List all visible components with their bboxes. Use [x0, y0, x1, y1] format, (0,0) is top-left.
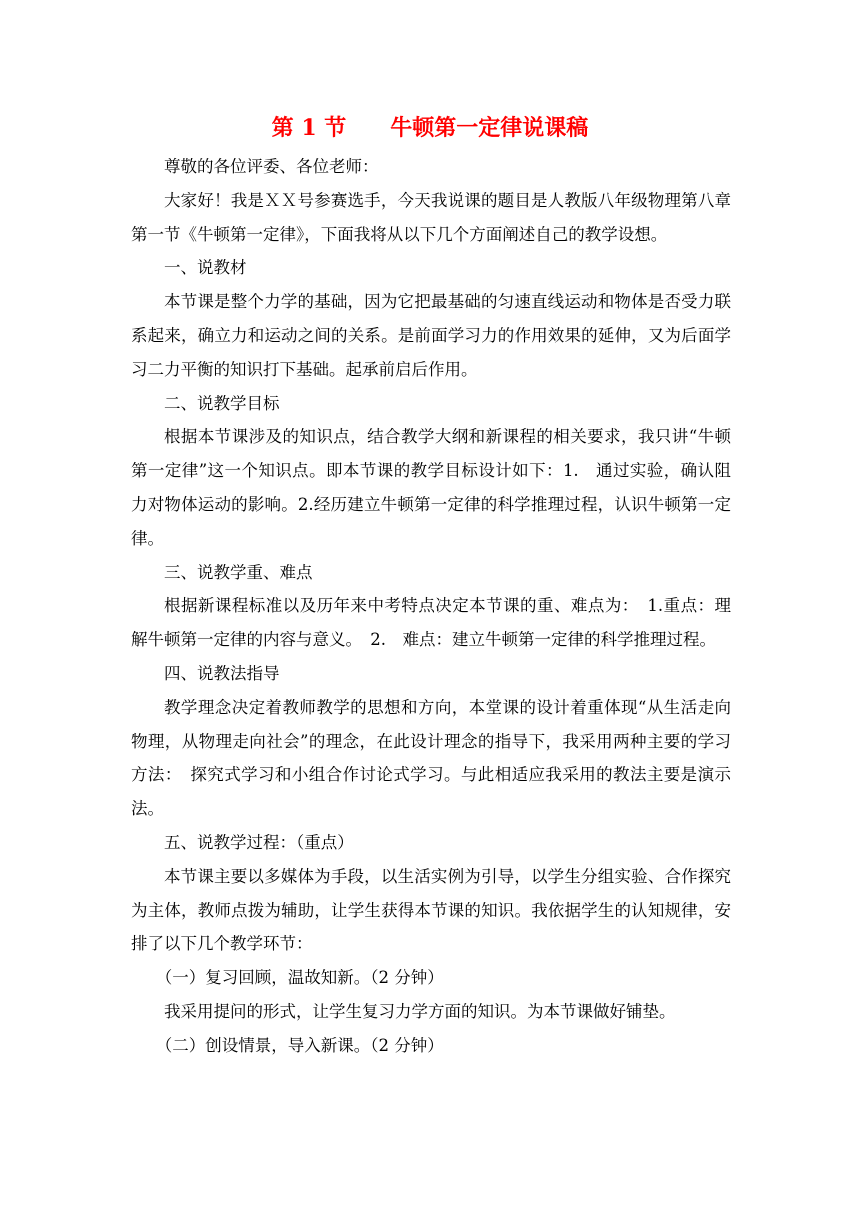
method-paragraph: 教学理念决定着教师教学的思想和方向，本堂课的设计着重体现“从生活走向物理，从物理走向社会”的理念，在此设计理念的指导下，我采用两种主要的学习方法： 探究式学习和小组合作讨论式学习。与此相适应我采用的教法主要是演示法。: [131, 697, 731, 819]
section-heading-keypoints: 三、说教学重、难点: [164, 562, 313, 582]
process-paragraph: 本节课主要以多媒体为手段，以生活实例为引导，以学生分组实验、合作探究为主体，教师点拨为辅助，让学生获得本节课的知识。我依据学生的认知规律，安排了以下几个教学环节：: [131, 866, 731, 954]
greeting-paragraph: 尊敬的各位评委、各位老师：: [164, 157, 379, 176]
page-title: 第 1 节 牛顿第一定律说课稿: [271, 115, 589, 141]
intro-paragraph: 大家好！我是ＸＸ号参赛选手，今天我说课的题目是人教版八年级物理第八章第一节《牛顿第一定律》，下面我将从以下几个方面阐述自己的教学设想。: [131, 190, 731, 244]
step-heading-review: （一）复习回顾，温故知新。（2 分钟）: [155, 968, 444, 988]
step-heading-scenario: （二）创设情景，导入新课。（2 分钟）: [155, 1035, 444, 1055]
goals-paragraph: 根据本节课涉及的知识点，结合教学大纲和新课程的相关要求，我只讲“牛顿第一定律”这一个知识点。即本节课的教学目标设计如下：1. 通过实验，确认阻力对物体运动的影响。2.经历建立牛顿第一定律的科学推理过程，认识牛顿第一定律。: [131, 427, 731, 548]
review-paragraph: 我采用提问的形式，让学生复习力学方面的知识。为本节课做好铺垫。: [164, 1001, 676, 1021]
section-heading-goals: 二、说教学目标: [164, 393, 280, 413]
section-heading-textbook: 一、说教材: [164, 258, 247, 278]
keypoints-paragraph: 根据新课程标准以及历年来中考特点决定本节课的重、难点为： 1.重点：理解牛顿第一定律的内容与意义。 2. 难点：建立牛顿第一定律的科学推理过程。: [131, 596, 731, 650]
section-heading-process: 五、说教学过程：（重点）: [164, 832, 354, 852]
document-body: [131, 150, 731, 1063]
section-heading-method: 四、说教法指导: [164, 663, 280, 683]
textbook-paragraph: 本节课是整个力学的基础，因为它把最基础的匀速直线运动和物体是否受力联系起来，确立力和运动之间的关系。是前面学习力的作用效果的延伸，又为后面学习二力平衡的知识打下基础。起承前启后作用。: [131, 292, 731, 379]
